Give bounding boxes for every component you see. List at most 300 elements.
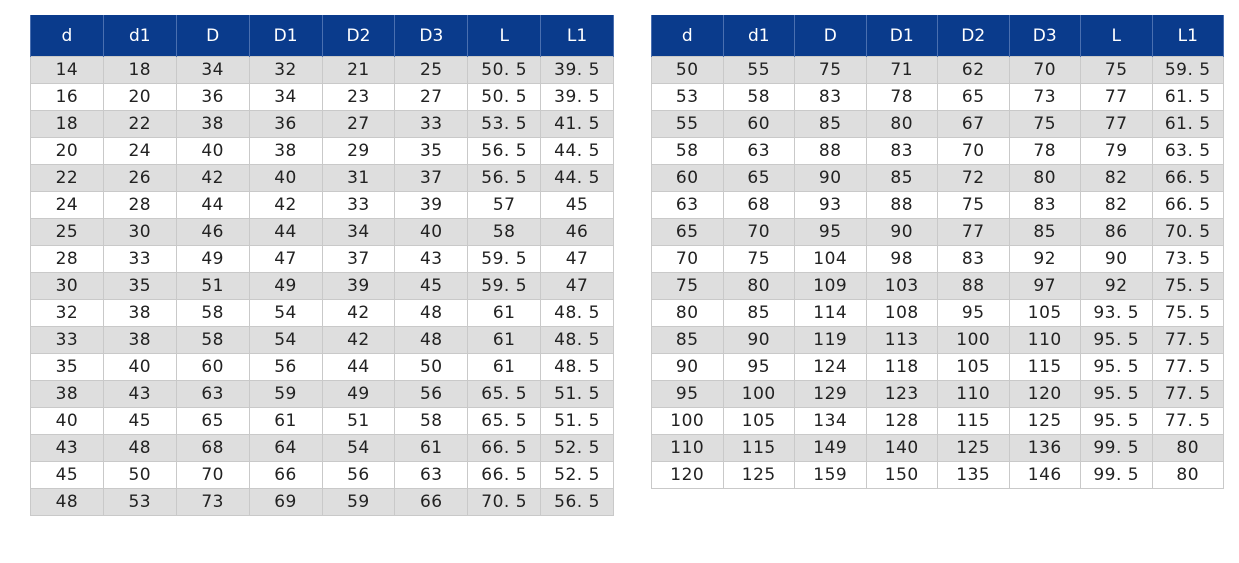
table-cell-l: 70. 5 [468,489,541,516]
table-cell-d1: 108 [866,300,938,327]
table-row [652,381,1224,408]
table-cell-l1: 44. 5 [541,138,614,165]
table-cell-d: 24 [31,192,104,219]
table-row [652,138,1224,165]
table-cell-d: 68 [176,435,249,462]
table-cell-d: 50 [652,57,724,84]
table-cell-l: 82 [1081,192,1153,219]
table-cell-d2: 59 [322,489,395,516]
table-cell-d1: 40 [249,165,322,192]
table-cell-l: 77 [1081,111,1153,138]
table-cell-d1: 65 [723,165,795,192]
table-cell-d2: 77 [938,219,1010,246]
table-cell-d2: 95 [938,300,1010,327]
table-row [31,489,614,516]
table-row [31,273,614,300]
table-row [31,165,614,192]
table-cell-d1: 33 [103,246,176,273]
table-cell-d: 88 [795,138,867,165]
table-cell-d2: 135 [938,462,1010,489]
table-cell-d: 33 [31,327,104,354]
table-cell-l1: 61. 5 [1152,84,1224,111]
table-row [31,300,614,327]
table-row [31,138,614,165]
table-cell-d: 42 [176,165,249,192]
table-cell-d1: 113 [866,327,938,354]
table-cell-d3: 146 [1009,462,1081,489]
table-cell-d2: 29 [322,138,395,165]
table-cell-d: 83 [795,84,867,111]
table-cell-d: 60 [652,165,724,192]
table-cell-d1: 18 [103,57,176,84]
table-cell-d1: 35 [103,273,176,300]
table-cell-d: 55 [652,111,724,138]
table-cell-d: 159 [795,462,867,489]
table-cell-l1: 41. 5 [541,111,614,138]
table-cell-d: 100 [652,408,724,435]
table-cell-d3: 58 [395,408,468,435]
table-cell-d3: 61 [395,435,468,462]
table-cell-l1: 77. 5 [1152,327,1224,354]
table-row [652,462,1224,489]
table-cell-d3: 63 [395,462,468,489]
table-cell-l: 79 [1081,138,1153,165]
table-cell-d1: 54 [249,300,322,327]
table-cell-d2: 21 [322,57,395,84]
column-header-l: L [1081,15,1153,57]
table-cell-d2: 39 [322,273,395,300]
table-cell-d1: 78 [866,84,938,111]
table-cell-d: 36 [176,84,249,111]
table-cell-d: 110 [652,435,724,462]
table-cell-d2: 33 [322,192,395,219]
table-cell-d1: 95 [723,354,795,381]
table-cell-l: 93. 5 [1081,300,1153,327]
table-cell-d1: 24 [103,138,176,165]
table-cell-d1: 61 [249,408,322,435]
table-cell-d1: 40 [103,354,176,381]
table-cell-d: 70 [652,246,724,273]
table-cell-l: 99. 5 [1081,435,1153,462]
dimension-table-right [651,15,1224,489]
table-cell-l1: 52. 5 [541,435,614,462]
table-cell-l: 61 [468,354,541,381]
table-cell-d3: 80 [1009,165,1081,192]
table-cell-d2: 37 [322,246,395,273]
table-cell-d1: 48 [103,435,176,462]
table-cell-d: 18 [31,111,104,138]
column-header-d: D [795,15,867,57]
table-cell-d1: 20 [103,84,176,111]
table-cell-d3: 115 [1009,354,1081,381]
table-cell-l1: 61. 5 [1152,111,1224,138]
table-cell-l1: 59. 5 [1152,57,1224,84]
table-body [652,57,1224,489]
table-cell-d: 35 [31,354,104,381]
table-cell-d: 95 [652,381,724,408]
table-cell-d3: 56 [395,381,468,408]
column-header-d1: d1 [723,15,795,57]
table-cell-d: 32 [31,300,104,327]
table-cell-d3: 105 [1009,300,1081,327]
table-cell-l1: 80 [1152,435,1224,462]
table-cell-d1: 150 [866,462,938,489]
table-cell-l1: 66. 5 [1152,165,1224,192]
column-header-d3: D3 [395,15,468,57]
column-header-d2: D2 [938,15,1010,57]
table-cell-d1: 88 [866,192,938,219]
table-cell-d: 75 [652,273,724,300]
table-cell-l: 95. 5 [1081,408,1153,435]
column-header-d1: D1 [866,15,938,57]
table-cell-l: 92 [1081,273,1153,300]
table-row [652,192,1224,219]
table-cell-d3: 35 [395,138,468,165]
table-cell-d: 75 [795,57,867,84]
table-cell-d3: 45 [395,273,468,300]
table-cell-d: 65 [176,408,249,435]
table-cell-d1: 71 [866,57,938,84]
table-cell-l1: 80 [1152,462,1224,489]
column-header-l1: L1 [1152,15,1224,57]
table-cell-l1: 45 [541,192,614,219]
table-cell-l1: 46 [541,219,614,246]
table-cell-d: 90 [795,165,867,192]
table-cell-d: 93 [795,192,867,219]
table-cell-d3: 136 [1009,435,1081,462]
table-cell-l: 95. 5 [1081,381,1153,408]
table-cell-d: 124 [795,354,867,381]
table-cell-d1: 128 [866,408,938,435]
table-row [31,57,614,84]
table-cell-l: 65. 5 [468,381,541,408]
table-cell-d1: 103 [866,273,938,300]
table-cell-d1: 38 [103,327,176,354]
table-cell-d1: 85 [723,300,795,327]
table-cell-l1: 73. 5 [1152,246,1224,273]
table-cell-l: 95. 5 [1081,354,1153,381]
table-cell-d3: 43 [395,246,468,273]
header-row [31,15,614,57]
table-cell-l1: 51. 5 [541,408,614,435]
table-cell-l1: 63. 5 [1152,138,1224,165]
table-cell-l1: 47 [541,273,614,300]
table-cell-l1: 77. 5 [1152,381,1224,408]
table-cell-d: 45 [31,462,104,489]
table-cell-d: 40 [31,408,104,435]
table-cell-d1: 53 [103,489,176,516]
table-cell-d3: 37 [395,165,468,192]
table-cell-d2: 65 [938,84,1010,111]
table-cell-d: 44 [176,192,249,219]
table-cell-d: 38 [31,381,104,408]
table-cell-d2: 105 [938,354,1010,381]
table-cell-d: 85 [795,111,867,138]
table-cell-d3: 40 [395,219,468,246]
table-cell-d1: 90 [723,327,795,354]
table-cell-d: 16 [31,84,104,111]
table-row [652,219,1224,246]
table-cell-d1: 85 [866,165,938,192]
table-cell-d: 120 [652,462,724,489]
table-cell-d: 149 [795,435,867,462]
table-cell-d1: 38 [103,300,176,327]
table-cell-d3: 39 [395,192,468,219]
table-cell-d1: 80 [723,273,795,300]
table-row [31,84,614,111]
table-cell-l: 57 [468,192,541,219]
table-cell-l1: 77. 5 [1152,408,1224,435]
table-cell-d3: 25 [395,57,468,84]
table-cell-d2: 44 [322,354,395,381]
table-row [31,435,614,462]
table-row [31,246,614,273]
table-cell-l: 75 [1081,57,1153,84]
table-cell-d1: 64 [249,435,322,462]
table-cell-d1: 68 [723,192,795,219]
table-cell-d: 51 [176,273,249,300]
table-cell-d: 104 [795,246,867,273]
table-cell-d1: 63 [723,138,795,165]
table-cell-l: 95. 5 [1081,327,1153,354]
table-cell-d1: 55 [723,57,795,84]
table-cell-d1: 47 [249,246,322,273]
table-cell-d1: 125 [723,462,795,489]
table-row [31,381,614,408]
table-cell-d: 129 [795,381,867,408]
table-cell-d2: 88 [938,273,1010,300]
table-cell-d1: 49 [249,273,322,300]
table-cell-d2: 27 [322,111,395,138]
table-row [31,327,614,354]
table-cell-l: 66. 5 [468,462,541,489]
table-cell-d: 73 [176,489,249,516]
table-cell-d2: 100 [938,327,1010,354]
table-cell-d2: 56 [322,462,395,489]
table-cell-d2: 54 [322,435,395,462]
table-row [652,57,1224,84]
table-cell-d3: 33 [395,111,468,138]
table-cell-d1: 36 [249,111,322,138]
table-cell-l1: 48. 5 [541,354,614,381]
table-cell-d3: 110 [1009,327,1081,354]
table-cell-d: 53 [652,84,724,111]
table-cell-l1: 75. 5 [1152,300,1224,327]
table-cell-l: 50. 5 [468,84,541,111]
table-cell-d3: 97 [1009,273,1081,300]
table-cell-l: 56. 5 [468,138,541,165]
table-cell-d: 20 [31,138,104,165]
table-cell-d1: 105 [723,408,795,435]
table-cell-d1: 115 [723,435,795,462]
table-cell-d3: 50 [395,354,468,381]
column-header-d1: D1 [249,15,322,57]
table-row [31,408,614,435]
table-cell-l: 77 [1081,84,1153,111]
table-cell-d1: 75 [723,246,795,273]
table-cell-d1: 50 [103,462,176,489]
table-cell-d: 58 [176,300,249,327]
table-cell-d1: 28 [103,192,176,219]
table-cell-l1: 52. 5 [541,462,614,489]
column-header-d1: d1 [103,15,176,57]
table-cell-d2: 34 [322,219,395,246]
table-cell-d: 58 [652,138,724,165]
table-cell-d1: 54 [249,327,322,354]
table-cell-d2: 83 [938,246,1010,273]
table-cell-d: 119 [795,327,867,354]
table-cell-l1: 70. 5 [1152,219,1224,246]
table-cell-l: 90 [1081,246,1153,273]
table-cell-d3: 48 [395,327,468,354]
table-cell-d: 70 [176,462,249,489]
column-header-d2: D2 [322,15,395,57]
table-cell-d3: 125 [1009,408,1081,435]
table-cell-d: 14 [31,57,104,84]
table-cell-d3: 73 [1009,84,1081,111]
table-cell-l1: 77. 5 [1152,354,1224,381]
table-cell-d1: 90 [866,219,938,246]
table-cell-d1: 69 [249,489,322,516]
table-cell-d2: 110 [938,381,1010,408]
table-cell-l1: 39. 5 [541,57,614,84]
table-cell-d2: 49 [322,381,395,408]
table-cell-d2: 23 [322,84,395,111]
table-cell-d: 46 [176,219,249,246]
table-cell-l1: 47 [541,246,614,273]
table-cell-l1: 48. 5 [541,300,614,327]
table-cell-d2: 115 [938,408,1010,435]
table-row [652,354,1224,381]
table-cell-d2: 67 [938,111,1010,138]
table-cell-d: 80 [652,300,724,327]
table-cell-l: 56. 5 [468,165,541,192]
table-cell-d1: 26 [103,165,176,192]
table-cell-l: 66. 5 [468,435,541,462]
table-cell-d3: 48 [395,300,468,327]
table-cell-d3: 120 [1009,381,1081,408]
table-cell-d1: 30 [103,219,176,246]
table-cell-l: 53. 5 [468,111,541,138]
table-cell-d: 95 [795,219,867,246]
table-cell-d1: 70 [723,219,795,246]
header-row [652,15,1224,57]
table-cell-d1: 34 [249,84,322,111]
table-cell-l1: 75. 5 [1152,273,1224,300]
table-cell-d: 60 [176,354,249,381]
table-cell-d2: 125 [938,435,1010,462]
table-row [31,462,614,489]
table-cell-d: 134 [795,408,867,435]
table-cell-d1: 58 [723,84,795,111]
table-cell-d: 85 [652,327,724,354]
column-header-d: d [652,15,724,57]
dimension-table-left [30,15,614,516]
table-cell-d: 25 [31,219,104,246]
table-cell-d2: 42 [322,300,395,327]
table-cell-d2: 62 [938,57,1010,84]
table-cell-d: 63 [176,381,249,408]
table-row [652,84,1224,111]
table-cell-d2: 51 [322,408,395,435]
table-cell-d1: 59 [249,381,322,408]
table-cell-l: 99. 5 [1081,462,1153,489]
table-cell-d: 90 [652,354,724,381]
table-row [652,327,1224,354]
table-cell-l: 61 [468,300,541,327]
table-cell-d1: 43 [103,381,176,408]
table-cell-l: 59. 5 [468,246,541,273]
table-row [652,165,1224,192]
table-cell-d1: 80 [866,111,938,138]
table-cell-l1: 44. 5 [541,165,614,192]
table-cell-d2: 72 [938,165,1010,192]
table-cell-d1: 140 [866,435,938,462]
table-row [31,111,614,138]
table-cell-d: 65 [652,219,724,246]
table-cell-l: 65. 5 [468,408,541,435]
table-row [652,435,1224,462]
table-cell-d3: 66 [395,489,468,516]
table-cell-d3: 92 [1009,246,1081,273]
column-header-l1: L1 [541,15,614,57]
table-row [31,354,614,381]
table-cell-d1: 123 [866,381,938,408]
table-cell-d: 34 [176,57,249,84]
table-cell-d1: 22 [103,111,176,138]
column-header-l: L [468,15,541,57]
table-cell-l1: 51. 5 [541,381,614,408]
table-cell-d: 49 [176,246,249,273]
table-row [652,408,1224,435]
table-cell-d: 30 [31,273,104,300]
table-cell-d3: 83 [1009,192,1081,219]
table-cell-d1: 118 [866,354,938,381]
table-cell-d: 109 [795,273,867,300]
table-cell-d: 28 [31,246,104,273]
table-cell-l: 59. 5 [468,273,541,300]
table-cell-d2: 75 [938,192,1010,219]
table-cell-l: 82 [1081,165,1153,192]
table-row [31,219,614,246]
table-cell-d: 114 [795,300,867,327]
table-cell-d2: 31 [322,165,395,192]
table-cell-d1: 66 [249,462,322,489]
table-cell-l1: 66. 5 [1152,192,1224,219]
table-cell-d3: 27 [395,84,468,111]
table-cell-d1: 44 [249,219,322,246]
table-cell-d1: 42 [249,192,322,219]
table-cell-d: 22 [31,165,104,192]
table-cell-l: 50. 5 [468,57,541,84]
table-cell-d2: 42 [322,327,395,354]
column-header-d3: D3 [1009,15,1081,57]
table-row [652,300,1224,327]
column-header-d: D [176,15,249,57]
table-cell-d1: 32 [249,57,322,84]
table-cell-d: 38 [176,111,249,138]
table-row [652,111,1224,138]
table-row [31,192,614,219]
table-cell-d: 43 [31,435,104,462]
table-cell-d3: 85 [1009,219,1081,246]
table-cell-d1: 83 [866,138,938,165]
table-cell-d: 40 [176,138,249,165]
table-cell-d1: 98 [866,246,938,273]
table-cell-d1: 45 [103,408,176,435]
table-cell-d2: 70 [938,138,1010,165]
table-cell-d3: 70 [1009,57,1081,84]
